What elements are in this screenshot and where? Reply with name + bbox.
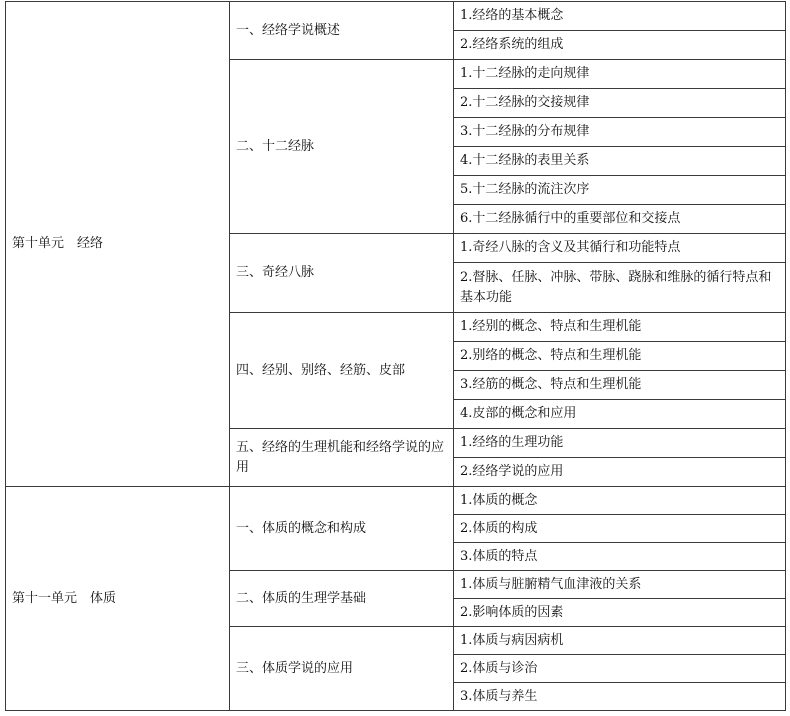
item-cell: 2.督脉、任脉、冲脉、带脉、跷脉和维脉的循行特点和基本功能 — [454, 263, 786, 313]
item-cell: 6.十二经脉循行中的重要部位和交接点 — [454, 205, 786, 234]
item-cell: 4.皮部的概念和应用 — [454, 400, 786, 429]
topic-cell: 二、体质的生理学基础 — [230, 571, 454, 627]
item-cell: 3.经筋的概念、特点和生理机能 — [454, 371, 786, 400]
item-cell: 3.十二经脉的分布规律 — [454, 118, 786, 147]
item-cell: 5.十二经脉的流注次序 — [454, 176, 786, 205]
table-row — [6, 487, 786, 515]
item-cell: 2.经络系统的组成 — [454, 31, 786, 60]
topic-cell: 一、经络学说概述 — [230, 2, 454, 60]
item-cell: 1.十二经脉的走向规律 — [454, 60, 786, 89]
item-cell: 4.十二经脉的表里关系 — [454, 147, 786, 176]
syllabus-body — [6, 2, 786, 711]
table-row — [6, 2, 786, 31]
topic-cell: 三、奇经八脉 — [230, 234, 454, 313]
topic-cell: 一、体质的概念和构成 — [230, 487, 454, 571]
item-cell: 2.体质与诊治 — [454, 655, 786, 683]
item-cell: 1.经别的概念、特点和生理机能 — [454, 313, 786, 342]
item-cell: 2.影响体质的因素 — [454, 599, 786, 627]
item-cell: 1.奇经八脉的含义及其循行和功能特点 — [454, 234, 786, 263]
unit-cell: 第十一单元 体质 — [6, 487, 230, 711]
item-cell: 2.十二经脉的交接规律 — [454, 89, 786, 118]
syllabus-table — [5, 1, 786, 711]
topic-cell: 四、经别、别络、经筋、皮部 — [230, 313, 454, 429]
topic-cell: 三、体质学说的应用 — [230, 627, 454, 711]
item-cell: 3.体质与养生 — [454, 683, 786, 711]
item-cell: 1.体质的概念 — [454, 487, 786, 515]
item-cell: 2.体质的构成 — [454, 515, 786, 543]
unit-cell: 第十单元 经络 — [6, 2, 230, 487]
item-cell: 1.体质与脏腑精气血津液的关系 — [454, 571, 786, 599]
item-cell: 1.经络的生理功能 — [454, 429, 786, 458]
item-cell: 2.经络学说的应用 — [454, 458, 786, 487]
item-cell: 1.体质与病因病机 — [454, 627, 786, 655]
topic-cell: 二、十二经脉 — [230, 60, 454, 234]
topic-cell: 五、经络的生理机能和经络学说的应用 — [230, 429, 454, 487]
item-cell: 3.体质的特点 — [454, 543, 786, 571]
item-cell: 1.经络的基本概念 — [454, 2, 786, 31]
item-cell: 2.别络的概念、特点和生理机能 — [454, 342, 786, 371]
